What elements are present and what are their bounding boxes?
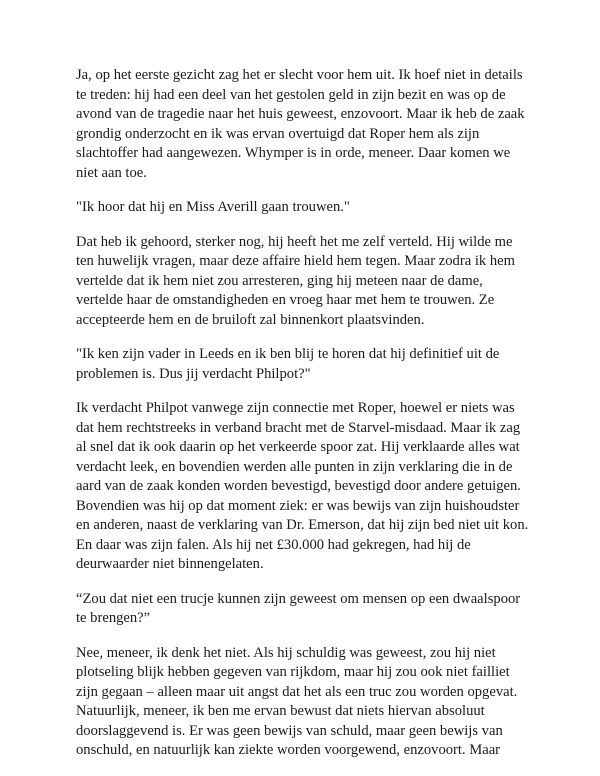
paragraph-6: “Zou dat niet een trucje kunnen zijn geweest om mensen op een dwaalspoor te brengen?”	[76, 590, 521, 626]
paragraph-7: Nee, meneer, ik denk het niet. Als hij schuldig was geweest, zou hij niet plotseling blijk hebben gegeven van rijkdom, maar hij zou ook niet failliet zijn gegaan – alleen maar uit angst dat het als een truc zou worden opgevat. Natuurlijk, meneer, ik ben me ervan bewust dat niets hiervan absoluut doorslaggevend is. Er was geen bewijs van schuld, maar geen bewijs van onschuld, en natuurlijk kan ziekte worden voorgewend, enzovoort. Maar	[76, 644, 518, 758]
document-page	[76, 66, 532, 776]
paragraph-4: "Ik ken zijn vader in Leeds en ik ben blij te horen dat hij definitief uit de problemen is. Dus jij verdacht Philpot?"	[76, 346, 500, 382]
paragraph-1: Ja, op het eerste gezicht zag het er slecht voor hem uit. Ik hoef niet in details te treden: hij had een deel van het gestolen geld in zijn bezit en was op de avond van de tragedie naar het huis geweest, enzovoort. Maar ik heb de zaak grondig onderzocht en ik was ervan overtuigd dat Roper hem als zijn slachtoffer had aangewezen. Whymper is in orde, meneer. Daar komen we niet aan toe.	[76, 67, 525, 181]
paragraph-5: Ik verdacht Philpot vanwege zijn connectie met Roper, hoewel er niets was dat hem rechtstreeks in verband bracht met de Starvel-misdaad. Maar ik zag al snel dat ik ook daarin op het verkeerde spoor zat. Hij verklaarde alles wat verdacht leek, en bovendien werden alle punten in zijn verklaring die in de aard van de zaak konden worden bevestigd, bevestigd door andere getuigen. Bovendien was hij op dat moment ziek: er was bewijs van zijn huishoudster en anderen, naast de verklaring van Dr. Emerson, dat hij zijn bed niet uit kon. En daar was zijn falen. Als hij net £30.000 had gekregen, had hij de deurwaarder niet binnengelaten.	[76, 400, 529, 572]
paragraph-2: "Ik hoor dat hij en Miss Averill gaan trouwen."	[76, 199, 350, 215]
paragraph-3: Dat heb ik gehoord, sterker nog, hij heeft het me zelf verteld. Hij wilde me ten huwelijk vragen, maar deze affaire hield hem tegen. Maar zodra ik hem vertelde dat ik hem niet zou arresteren, ging hij meteen naar de dame, vertelde haar de omstandigheden en vroeg haar met hem te trouwen. Ze accepteerde hem en de bruiloft zal binnenkort plaatsvinden.	[76, 233, 515, 328]
